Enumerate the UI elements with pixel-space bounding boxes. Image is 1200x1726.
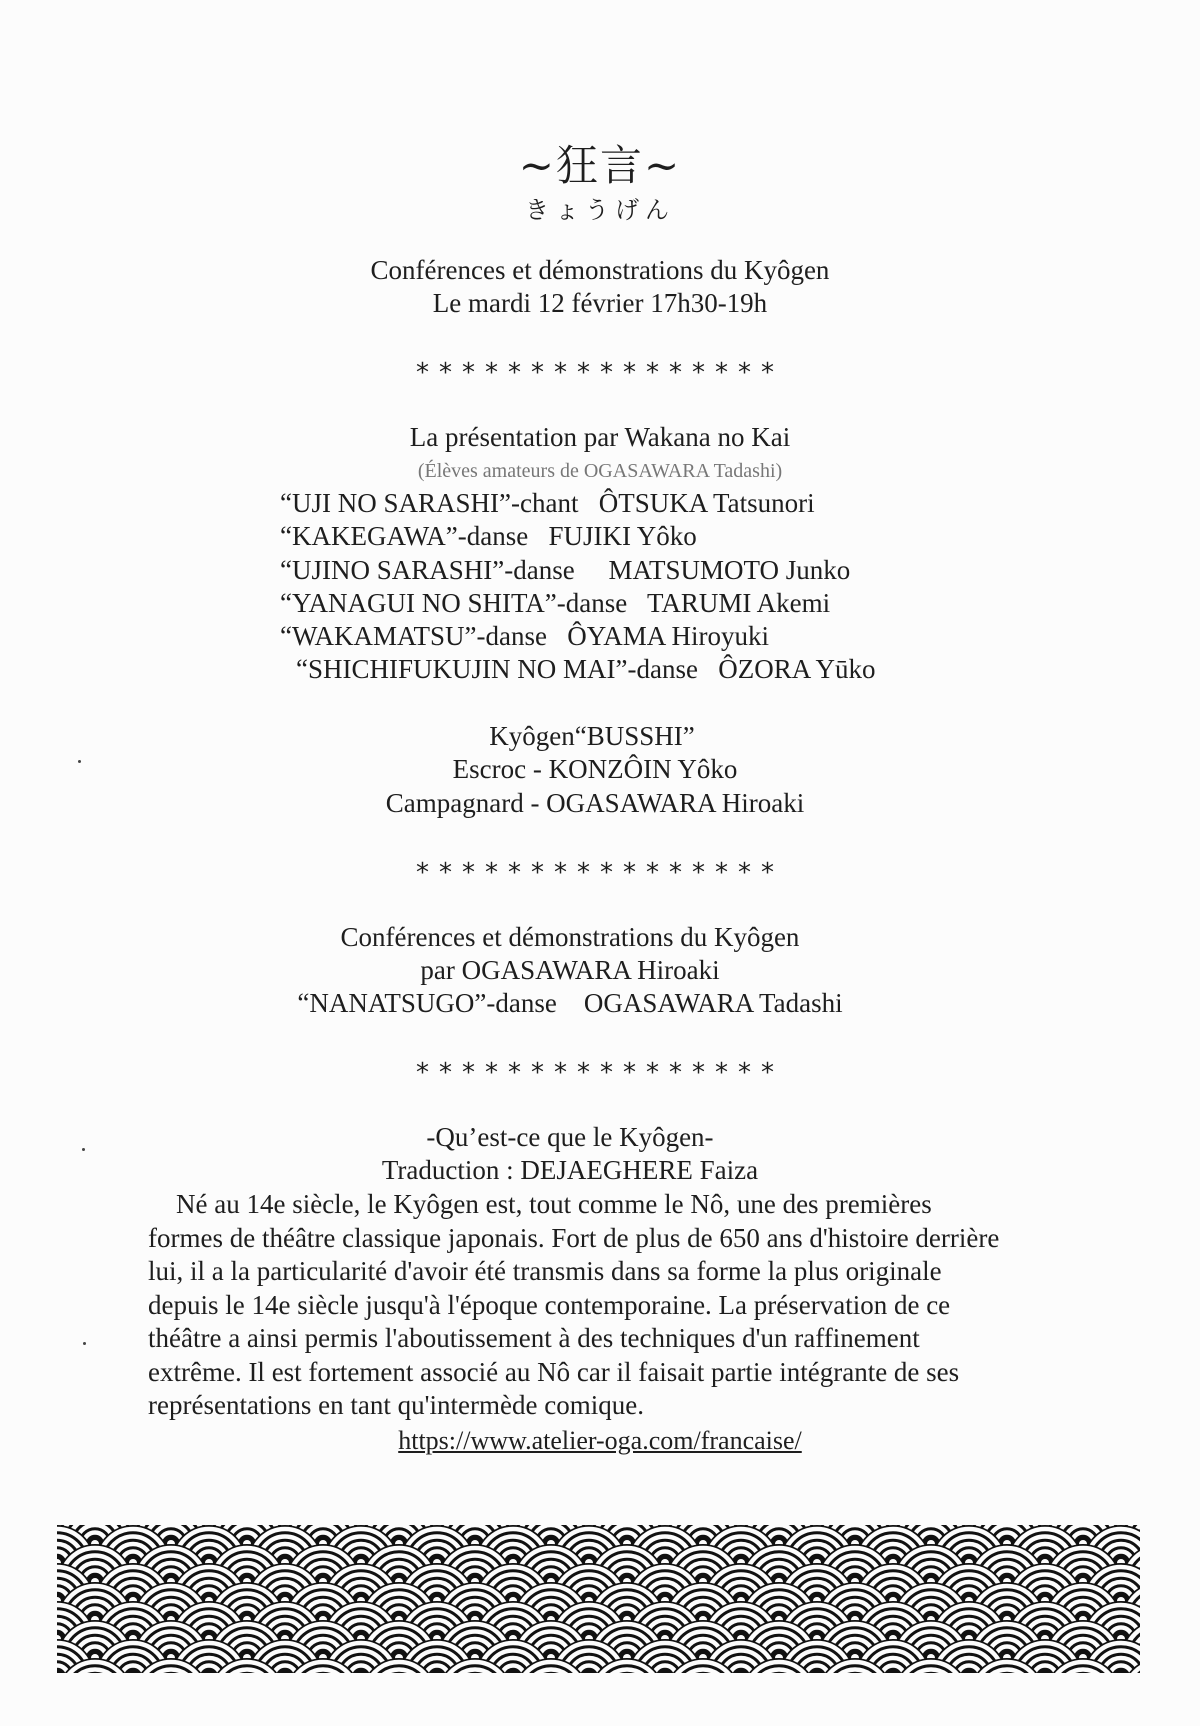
program-performer: ÔZORA Yūko [718, 654, 876, 684]
intro-line-1: Conférences et démonstrations du Kyôgen [370, 255, 830, 285]
paper-speck [78, 760, 81, 763]
conference-piece: “NANATSUGO”-danse [297, 988, 557, 1018]
title-reading: きょうげん [525, 196, 675, 224]
busshi-cast-1: Escroc - KONZÔIN Yôko [452, 754, 738, 784]
program-piece: “UJI NO SARASHI”-chant [280, 488, 579, 518]
program-item [280, 621, 769, 652]
program-item [280, 555, 850, 586]
program-piece: “YANAGUI NO SHITA”-danse [280, 588, 628, 618]
program-performer: ÔYAMA Hiroyuki [567, 621, 769, 651]
separator-2: **************** [416, 858, 784, 888]
presentation-subheading: (Élèves amateurs de OGASAWARA Tadashi) [417, 460, 783, 482]
intro-line-2: Le mardi 12 février 17h30-19h [432, 288, 768, 318]
conference-performer: OGASAWARA Tadashi [583, 988, 843, 1018]
program-piece: “KAKEGAWA”-danse [280, 521, 529, 551]
conference-line-1: Conférences et démonstrations du Kyôgen [340, 922, 800, 952]
wave-layer [57, 1525, 1140, 1673]
program-performer: TARUMI Akemi [647, 588, 831, 618]
program-performer: ÔTSUKA Tatsunori [598, 488, 815, 518]
program-piece: “SHICHIFUKUJIN NO MAI”-danse [296, 654, 698, 684]
conference-dance [0, 988, 1170, 1019]
separator-3: **************** [416, 1058, 784, 1088]
about-heading: -Qu’est-ce que le Kyôgen- [426, 1122, 714, 1152]
about-translation: Traduction : DEJAEGHERE Faiza [381, 1155, 759, 1185]
seigaiha-wave-pattern [57, 1525, 1140, 1673]
program-performer: FUJIKI Yôko [548, 521, 697, 551]
program-performer: MATSUMOTO Junko [608, 555, 851, 585]
website-link[interactable]: https://www.atelier-oga.com/francaise/ [398, 1426, 802, 1455]
program-piece: “WAKAMATSU”-danse [280, 621, 547, 651]
conference-line-2: par OGASAWARA Hiroaki [420, 955, 720, 985]
program-item [280, 521, 697, 552]
busshi-cast-2: Campagnard - OGASAWARA Hiroaki [385, 788, 805, 818]
program-item [280, 488, 815, 519]
about-paragraph: Né au 14e siècle, le Kyôgen est, tout comme le Nô, une des premières formes de théâtre classique japonais. Fort de plus de 650 ans d'histoire derrière lui, il a la particularité d'avoir été transmis dans sa forme la plus originale depuis le 14e siècle jusqu'à l'époque contemporaine. La préservation de ce théâtre a ainsi permis l'aboutissement à des techniques d'un raffinement extrême. Il est fortement associé au Nô car il faisait partie intégrante de ses représentations en tant qu'intermède comique. [148, 1189, 1000, 1420]
program-item [296, 654, 875, 685]
program-item [280, 588, 830, 619]
paper-speck [82, 1148, 85, 1151]
page-title: ~狂言~ [518, 141, 682, 190]
separator-1: **************** [416, 358, 784, 388]
paper-speck [83, 1342, 86, 1345]
busshi-title: Kyôgen“BUSSHI” [489, 721, 695, 751]
program-piece: “UJINO SARASHI”-danse [280, 555, 575, 585]
presentation-heading: La présentation par Wakana no Kai [409, 422, 791, 452]
